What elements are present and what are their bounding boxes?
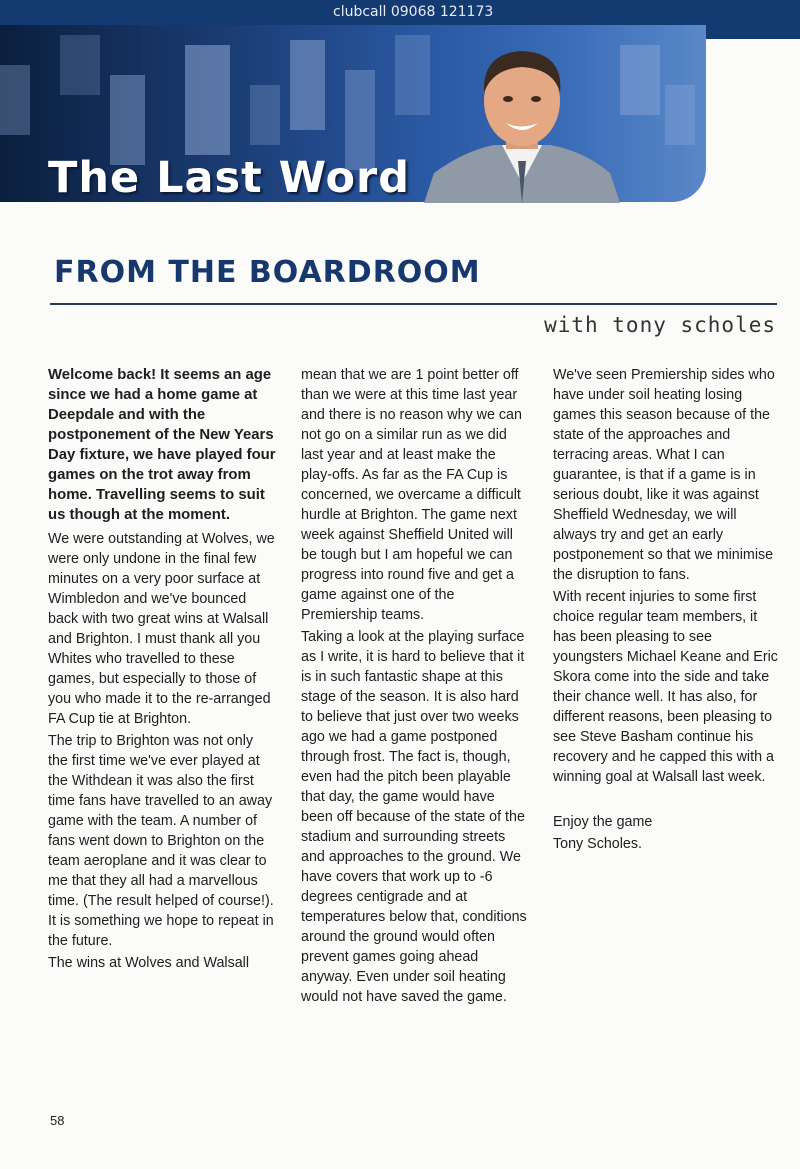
paragraph: With recent injuries to some first choice regular team members, it has been pleasing to see youngsters Michael Keane and Eric Skora come into the side and take their chance well. It has also, for different reasons, been pleasing to see Steve Basham continue his recovery and he capped this with a winning goal at Walsall last week. — [553, 589, 778, 785]
heading-divider — [50, 303, 777, 305]
paragraph: The trip to Brighton was not only the first time we've ever played at the Withdean it was also the first time fans have travelled to an away game with the team. A number of fans went down to Brighton on the team aeroplane and it was clear to me that they all had a marvellous time. (The result helped of course!). It is something we hope to repeat in the future. — [48, 733, 274, 949]
banner-corner — [706, 25, 800, 39]
clubcall-bar — [0, 0, 800, 25]
paragraph: We've seen Premiership sides who have under soil heating losing games this season because of the state of the approaches and terracing areas. What I can guarantee, is that if a game is in serious doubt, like it was against Sheffield Wednesday, we will always try and get an early postponement so that we minimise the disruption to fans. — [553, 367, 775, 583]
signoff: Enjoy the game — [553, 814, 653, 830]
column-1 — [48, 365, 276, 975]
portrait-photo — [424, 33, 620, 203]
page-number: 58 — [50, 1113, 65, 1128]
byline: with tony scholes — [544, 313, 776, 337]
clubcall-number: clubcall 09068 121173 — [333, 4, 494, 20]
section-heading: FROM THE BOARDROOM — [54, 255, 481, 290]
paragraph: The wins at Wolves and Walsall — [48, 955, 250, 971]
column-3 — [553, 365, 779, 856]
banner-title: The Last Word — [48, 153, 411, 202]
intro-paragraph: Welcome back! It seems an age since we had a home game at Deepdale and with the postponement of the New Years Day fixture, we have played four games on the trot away from home. Travelling seems to suit us though at the moment. — [48, 367, 276, 523]
paragraph: mean that we are 1 point better off than we were at this time last year and there is no reason why we can not go on a similar run as we did last year and at least make the play-offs. As far as the FA Cup is concerned, we overcame a difficult hurdle at Brighton. The game next week against Sheffield United will be tough but I am hopeful we can progress into round five and get a game against one of the Premiership teams. — [301, 367, 522, 623]
column-2 — [301, 365, 529, 1009]
paragraph: We were outstanding at Wolves, we were only undone in the final few minutes on a very poor surface at Wimbledon and we've bounced back with two great wins at Walsall and Brighton. I must thank all you Whites who travelled to these games, but especially to those of you who made it to the re-arranged FA Cup tie at Brighton. — [48, 531, 275, 727]
paragraph: Taking a look at the playing surface as I write, it is hard to believe that it is in such fantastic shape at this stage of the season. It is also hard to believe that just over two weeks ago we had a game postponed through frost. The fact is, though, even had the pitch been playable that day, the game would have been off because of the state of the stadium and surrounding streets and approaches to the ground. We have covers that work up to -6 degrees centigrade and at temperatures below that, conditions around the ground would often prevent games going ahead anyway. Even under soil heating would not have saved the game. — [301, 629, 527, 1005]
signature: Tony Scholes. — [553, 836, 643, 852]
